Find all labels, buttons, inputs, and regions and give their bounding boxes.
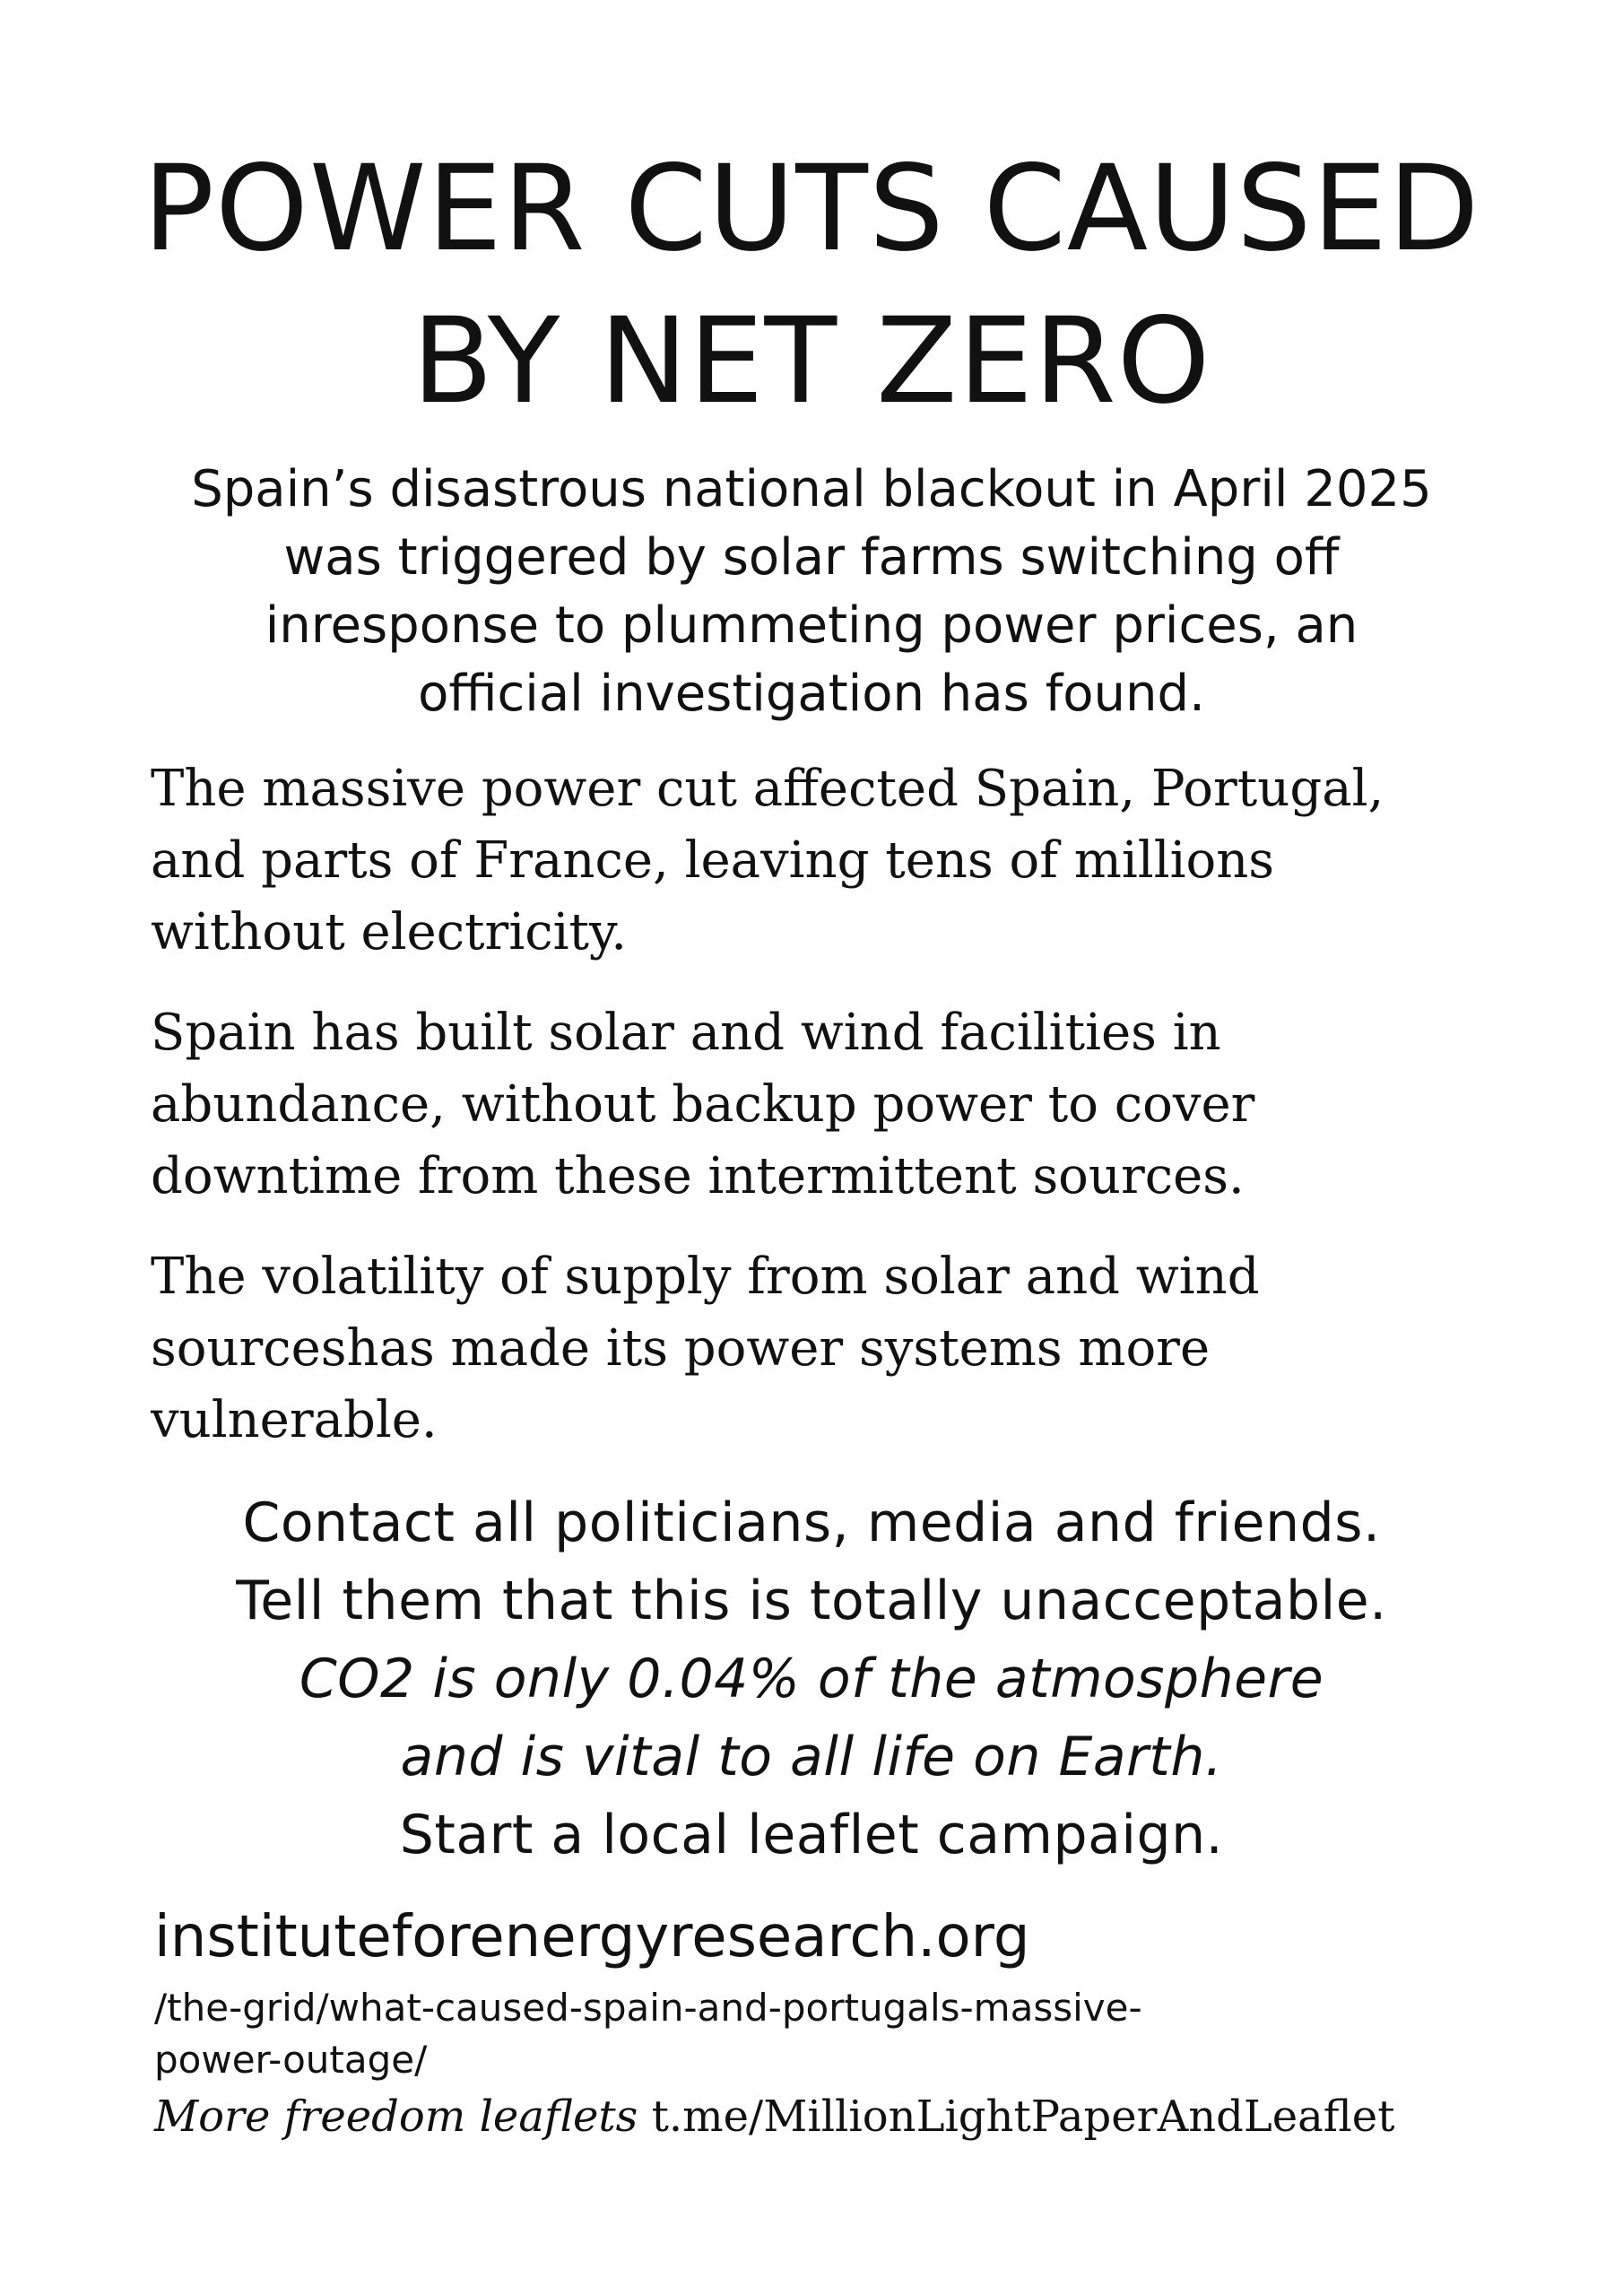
cta-line-vital: and is vital to all life on Earth. [400, 1726, 1223, 1788]
cta-line-campaign: Start a local leaflet campaign. [399, 1804, 1224, 1866]
source-path [154, 1982, 1142, 2086]
cta-line-contact: Contact all politicians, media and friends. [242, 1492, 1381, 1554]
paragraph-power-cut [151, 753, 1496, 969]
paragraph-volatility [151, 1241, 1496, 1457]
paragraph-line: downtime from these intermittent sources. [151, 1147, 1245, 1205]
headline-line-1: POWER CUTS CAUSED [143, 140, 1480, 278]
paragraph-line: The volatility of supply from solar and wind [151, 1248, 1260, 1306]
paragraph-line: Spain has built solar and wind facilities in [151, 1004, 1221, 1062]
lead-line: official investigation has found. [418, 665, 1205, 723]
lead-line: inresponse to plummeting power prices, an [265, 596, 1358, 655]
paragraph-line: without electricity. [151, 903, 628, 961]
lead-line: Spain’s disastrous national blackout in April 2025 [191, 460, 1432, 518]
cta-line-co2: CO2 is only 0.04% of the atmosphere [299, 1648, 1324, 1710]
paragraph-line: abundance, without backup power to cover [151, 1075, 1255, 1134]
paragraph-line: and parts of France, leaving tens of millions [151, 831, 1275, 890]
paragraph-line: vulnerable. [151, 1391, 438, 1449]
paragraph-solar-wind [151, 997, 1496, 1213]
call-to-action [0, 1484, 1623, 1874]
lead-line: was triggered by solar farms switching off [283, 528, 1340, 587]
footer [154, 2088, 1394, 2145]
footer-link: t.me/MillionLightPaperAndLeaflet [651, 2092, 1395, 2142]
headline-line-2: BY NET ZERO [412, 292, 1211, 430]
source-path-line: power-outage/ [154, 2038, 428, 2082]
source-domain: instituteforenergyresearch.org [154, 1904, 1030, 1970]
paragraph-line: The massive power cut affected Spain, Portugal, [151, 760, 1384, 818]
footer-label: More freedom leaflets [154, 2092, 638, 2142]
lead-paragraph [0, 456, 1623, 728]
source-path-line: /the-grid/what-caused-spain-and-portugals-massive- [154, 1986, 1142, 2030]
paragraph-line: sourceshas made its power systems more [151, 1319, 1211, 1378]
cta-line-tell: Tell them that this is totally unacceptable. [236, 1570, 1387, 1632]
